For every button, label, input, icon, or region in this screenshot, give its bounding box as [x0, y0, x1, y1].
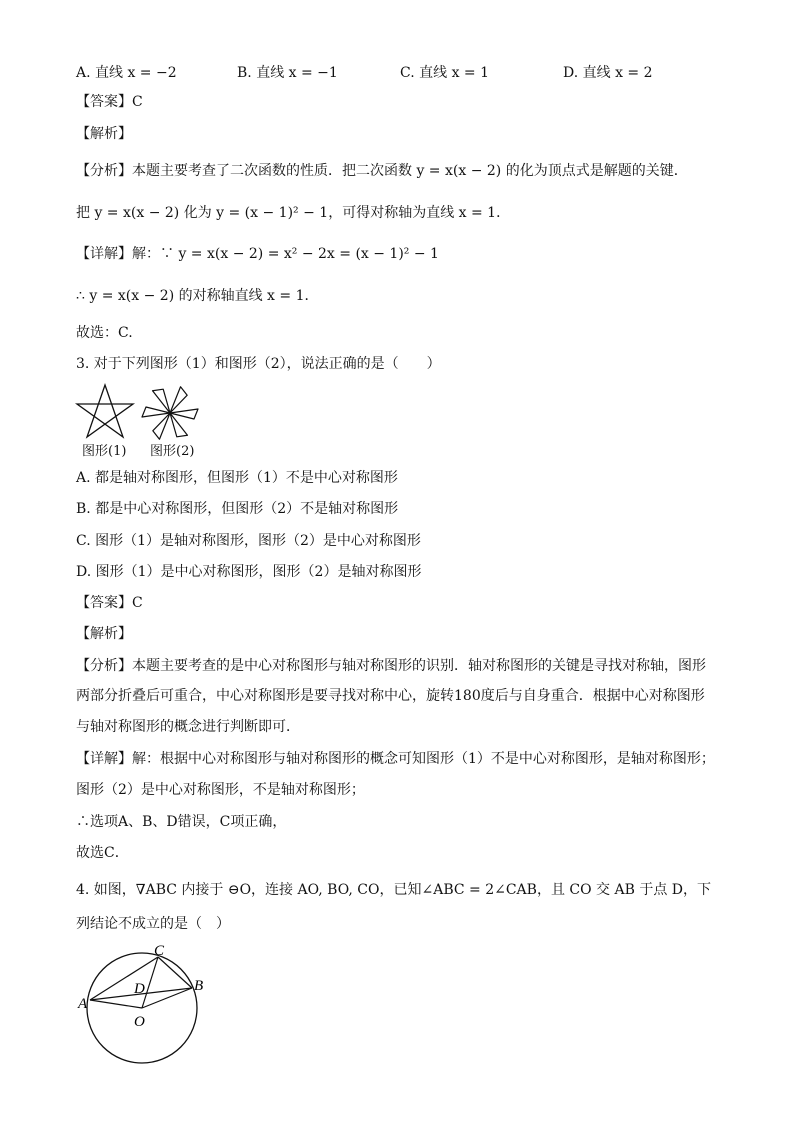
q2-conclusion: ∴ y = x(x − 2) 的对称轴直线 x = 1． — [76, 288, 319, 304]
q3-analysis-line-2: 两部分折叠后可重合，中心对称图形是要寻找对称中心，旋转180度后与自身重合．根据中心对称图形 — [76, 688, 705, 704]
q3-option-c: C. 图形（1）是轴对称图形，图形（2）是中心对称图形 — [76, 533, 421, 549]
q2-analysis-text: 【分析】本题主要考查了二次函数的性质．把二次函数 y = x(x − 2) 的化为顶点式是解题的关键． — [76, 163, 688, 179]
q3-analysis-line-3: 与轴对称图形的概念进行判断即可． — [76, 719, 300, 735]
q3-option-d: D. 图形（1）是中心对称图形，图形（2）是轴对称图形 — [76, 564, 422, 580]
q3-detail-line-3: ∴选项A、B、D错误，C项正确， — [76, 814, 287, 830]
q3-choose: 故选C． — [76, 845, 129, 861]
figure-2-pinwheel — [138, 383, 202, 443]
q4-label-c: C — [154, 943, 165, 959]
q2-option-b: B. 直线 x = −1 — [237, 65, 338, 81]
q2-analysis-label: 【解析】 — [76, 126, 132, 142]
figure-2-caption: 图形(2) — [150, 444, 195, 459]
q3-analysis-line-1: 【分析】本题主要考查的是中心对称图形与轴对称图形的识别．轴对称图形的关键是寻找对称轴，图形 — [76, 658, 706, 674]
q2-option-a: A. 直线 x = −2 — [76, 65, 177, 81]
q4-stem-line-2: 列结论不成立的是（ ） — [76, 916, 230, 932]
q2-step-vertex-form: 把 y = x(x − 2) 化为 y = (x − 1)² − 1，可得对称轴为直线 x = 1． — [76, 205, 511, 221]
q3-detail-line-2: 图形（2）是中心对称图形，不是轴对称图形； — [76, 782, 365, 798]
q3-answer: 【答案】C — [76, 595, 143, 611]
figure-1-caption: 图形(1) — [82, 444, 127, 459]
q4-circle-figure — [72, 940, 212, 1070]
q2-option-c: C. 直线 x = 1 — [400, 65, 489, 81]
q2-option-d: D. 直线 x = 2 — [563, 65, 653, 81]
q4-label-a: A — [78, 996, 88, 1012]
q3-detail-line-1: 【详解】解：根据中心对称图形与轴对称图形的概念可知图形（1）不是中心对称图形，是轴对称图形； — [76, 751, 715, 767]
q4-label-o: O — [134, 1014, 145, 1030]
q2-detailed-solution: 【详解】解：∵ y = x(x − 2) = x² − 2x = (x − 1)² − 1 — [76, 246, 439, 262]
q4-label-b: B — [194, 978, 204, 994]
figure-1-star — [74, 383, 136, 441]
q3-stem: 3. 对于下列图形（1）和图形（2），说法正确的是（ ） — [76, 356, 441, 372]
q3-option-b: B. 都是中心对称图形，但图形（2）不是轴对称图形 — [76, 501, 399, 517]
q2-answer: 【答案】C — [76, 94, 143, 110]
q3-analysis-label: 【解析】 — [76, 626, 132, 642]
q4-stem-line-1: 4. 如图，∇ABC 内接于 ⊖O，连接 AO, BO, CO，已知∠ABC = 2∠CAB，且 CO 交 AB 于点 D，下 — [76, 882, 712, 898]
q2-choose: 故选：C. — [76, 325, 133, 341]
q3-option-a: A. 都是轴对称图形，但图形（1）不是中心对称图形 — [76, 470, 398, 486]
q4-label-d: D — [134, 981, 145, 997]
